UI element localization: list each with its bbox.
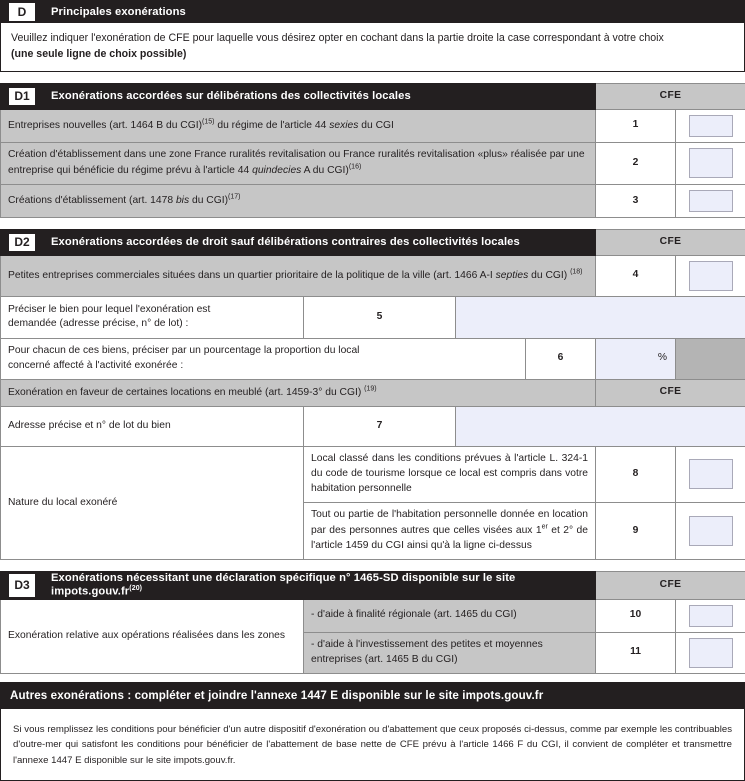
- row-2-number: 2: [596, 142, 676, 184]
- row-6-percentage-input[interactable]: [596, 338, 676, 379]
- row-4-number: 4: [596, 255, 676, 296]
- row-10-text: - d'aide à finalité régionale (art. 1465 du CGI): [304, 599, 596, 632]
- row-5-number: 5: [304, 296, 456, 338]
- section-d-title-wrap: [35, 1, 744, 23]
- row-10-checkbox[interactable]: [689, 605, 733, 627]
- row-2-text: Création d'établissement dans une zone France ruralités revitalisation ou France ruralités revitalisation «plus» réalisée par une entreprise qui bénéficie du régime prévu à l'article 44 quindecies A du CGI)$^{(16)}$: [8, 149, 585, 176]
- section-d-instructions: [0, 23, 745, 72]
- row-7-label: Adresse précise et n° de lot du bien: [1, 407, 304, 447]
- row-1-checkbox[interactable]: [689, 115, 733, 137]
- meuble-header-text: Exonération en faveur de certaines locations en meublé (art. 1459-3° du CGI) $^{(19)}$: [8, 387, 377, 398]
- row-3-checkbox-cell[interactable]: [676, 185, 745, 218]
- row-11-checkbox-cell[interactable]: [676, 632, 745, 673]
- row-5-input[interactable]: [456, 296, 745, 338]
- row-6-label-line-1: Pour chacun de ces biens, préciser par un pourcentage la proportion du local: [8, 345, 359, 356]
- section-d1-header-row: [1, 83, 745, 109]
- spacer-after-d2: [0, 560, 745, 571]
- instruction-line-1: Veuillez indiquer l'exonération de CFE pour laquelle vous désirez opter en cochant dans la partie droite la case correspondant à votre choix: [11, 32, 664, 44]
- table-row-3: [1, 185, 745, 218]
- section-d2-header-row: [1, 230, 745, 256]
- table-row-4: [1, 255, 745, 296]
- autres-exonerations-bar: Autres exonérations : compléter et joindre l'annexe 1447 E disponible sur le site impots.gouv.fr: [0, 682, 745, 709]
- d3-cfe-column-header: CFE: [596, 572, 745, 599]
- row-4-label: [1, 255, 596, 296]
- row-1-label: [1, 109, 596, 142]
- table-row-10: [1, 599, 745, 632]
- row-11-checkbox[interactable]: [689, 638, 733, 668]
- row-9-checkbox[interactable]: [689, 516, 733, 546]
- section-d-wrapper: [0, 0, 745, 23]
- row-6-label-line-2: concerné affecté à l'activité exonérée :: [8, 360, 183, 371]
- row-11-number: 11: [596, 632, 676, 673]
- section-d1-header: [1, 83, 596, 109]
- d3-left-label: [1, 599, 304, 673]
- meuble-cfe-column-header: CFE: [596, 379, 745, 406]
- row-11-label: [304, 632, 596, 673]
- section-d2-table: [0, 229, 745, 560]
- row-11-text-line-1: - d'aide à l'investissement des petites et moyennes: [311, 639, 543, 650]
- row-2-label: [1, 142, 596, 184]
- row-10-number: 10: [596, 599, 676, 632]
- row-11-text-line-2: entreprises (art. 1465 B du CGI): [311, 654, 458, 665]
- section-d-header: [1, 1, 744, 23]
- meuble-header-label: [1, 379, 596, 406]
- row-1-checkbox-cell[interactable]: [676, 109, 745, 142]
- section-d-badge: D: [9, 3, 35, 21]
- row-4-text: Petites entreprises commerciales situées dans un quartier prioritaire de la politique de la ville (art. 1466 A-I septies du CGI) $^{(18)}$: [8, 270, 583, 281]
- row-9-text: Tout ou partie de l'habitation personnelle donnée en location par des personnes autres que celles visées aux 1er et 2° de l'article 1459 du CGI ainsi qu'à la ligne ci-dessus: [311, 509, 588, 551]
- section-d1-wrapper: [0, 83, 745, 218]
- row-8-text: Local classé dans les conditions prévues à l'article L. 324-1 du code de tourisme lorsque ce local est compris dans votre habitation personnelle: [304, 447, 596, 503]
- row-5-label-line-1: Préciser le bien pour lequel l'exonération est: [8, 304, 210, 315]
- section-d1-table: [0, 83, 745, 218]
- row-6-label: [1, 338, 526, 379]
- row-6-percent-unit: %: [658, 352, 667, 363]
- row-10-checkbox-cell[interactable]: [676, 599, 745, 632]
- spacer-after-d3: [0, 674, 745, 682]
- row-5-label-line-2: demandée (adresse précise, n° de lot) :: [8, 318, 188, 329]
- table-row-2: [1, 142, 745, 184]
- row-9-label: [304, 502, 596, 559]
- section-d2-header: [1, 230, 596, 256]
- section-d1-title: Exonérations accordées sur délibérations des collectivités locales: [41, 90, 411, 103]
- row-8-number: 8: [596, 447, 676, 503]
- table-row-5: [1, 296, 745, 338]
- row-7-input[interactable]: [456, 407, 745, 447]
- row-8-checkbox-cell[interactable]: [676, 447, 745, 503]
- section-d2-title: Exonérations accordées de droit sauf délibérations contraires des collectivités locales: [41, 236, 520, 249]
- row-3-checkbox[interactable]: [689, 190, 733, 212]
- row-3-number: 3: [596, 185, 676, 218]
- d3-left-label-line-1: Exonération relative aux opérations réalisées dans les: [8, 630, 255, 641]
- section-d3-title: Exonérations nécessitant une déclaration spécifique n° 1465-SD disponible sur le site $impots.gouv.fr^{(20)}$: [41, 572, 595, 598]
- spacer-after-d1: [0, 218, 745, 229]
- section-d3-header-row: [1, 572, 745, 599]
- instruction-line-2: (une seule ligne de choix possible): [11, 48, 186, 60]
- row-3-text: Créations d'établissement (art. 1478 bis du CGI)$^{(17)}$: [8, 195, 241, 206]
- section-d2-badge: D2: [9, 234, 35, 251]
- row-6-filler-block: [676, 338, 745, 379]
- row-9-number: 9: [596, 502, 676, 559]
- section-d3-table: [0, 571, 745, 673]
- d1-cfe-column-header: CFE: [596, 83, 745, 109]
- row-2-checkbox-cell[interactable]: [676, 142, 745, 184]
- row-1-number: 1: [596, 109, 676, 142]
- row-4-checkbox[interactable]: [689, 261, 733, 291]
- d2-cfe-column-header: CFE: [596, 230, 745, 256]
- row-8-checkbox[interactable]: [689, 459, 733, 489]
- section-d3-header: [1, 572, 596, 599]
- table-row-7: [1, 407, 745, 447]
- row-2-checkbox[interactable]: [689, 148, 733, 178]
- row-1-text: Entreprises nouvelles (art. 1464 B du CGI)$^{(15)}$ du régime de l'article 44 sexies du CGI: [8, 120, 394, 131]
- table-row-6: [1, 338, 745, 379]
- section-d1-badge: D1: [9, 88, 35, 105]
- spacer-after-intro: [0, 72, 745, 83]
- meuble-header-row: [1, 379, 745, 406]
- d3-left-label-line-2: zones: [258, 630, 285, 641]
- section-d-title: Principales exonérations: [41, 6, 186, 19]
- section-d3-badge: D3: [9, 574, 35, 596]
- row-3-label: [1, 185, 596, 218]
- row-7-number: 7: [304, 407, 456, 447]
- row-4-checkbox-cell[interactable]: [676, 255, 745, 296]
- row-6-number: 6: [526, 338, 596, 379]
- row-5-label: [1, 296, 304, 338]
- nature-local-label: Nature du local exonéré: [1, 447, 304, 560]
- table-row-1: [1, 109, 745, 142]
- row-9-checkbox-cell[interactable]: [676, 502, 745, 559]
- table-row-8: [1, 447, 745, 503]
- autres-exonerations-paragraph: Si vous remplissez les conditions pour bénéficier d'un autre dispositif d'exonération ou d'abattement que ceux proposés ci-dessus, comme par exemple les contribuables d'outre-mer qui satisfont les conditions pour bénéficier de l'abattement de base nette de CFE prévu à l'article 1466 F du CGI, il convient de compléter et transmettre l'annexe 1447 E disponible sur le site impots.gouv.fr.: [0, 709, 745, 781]
